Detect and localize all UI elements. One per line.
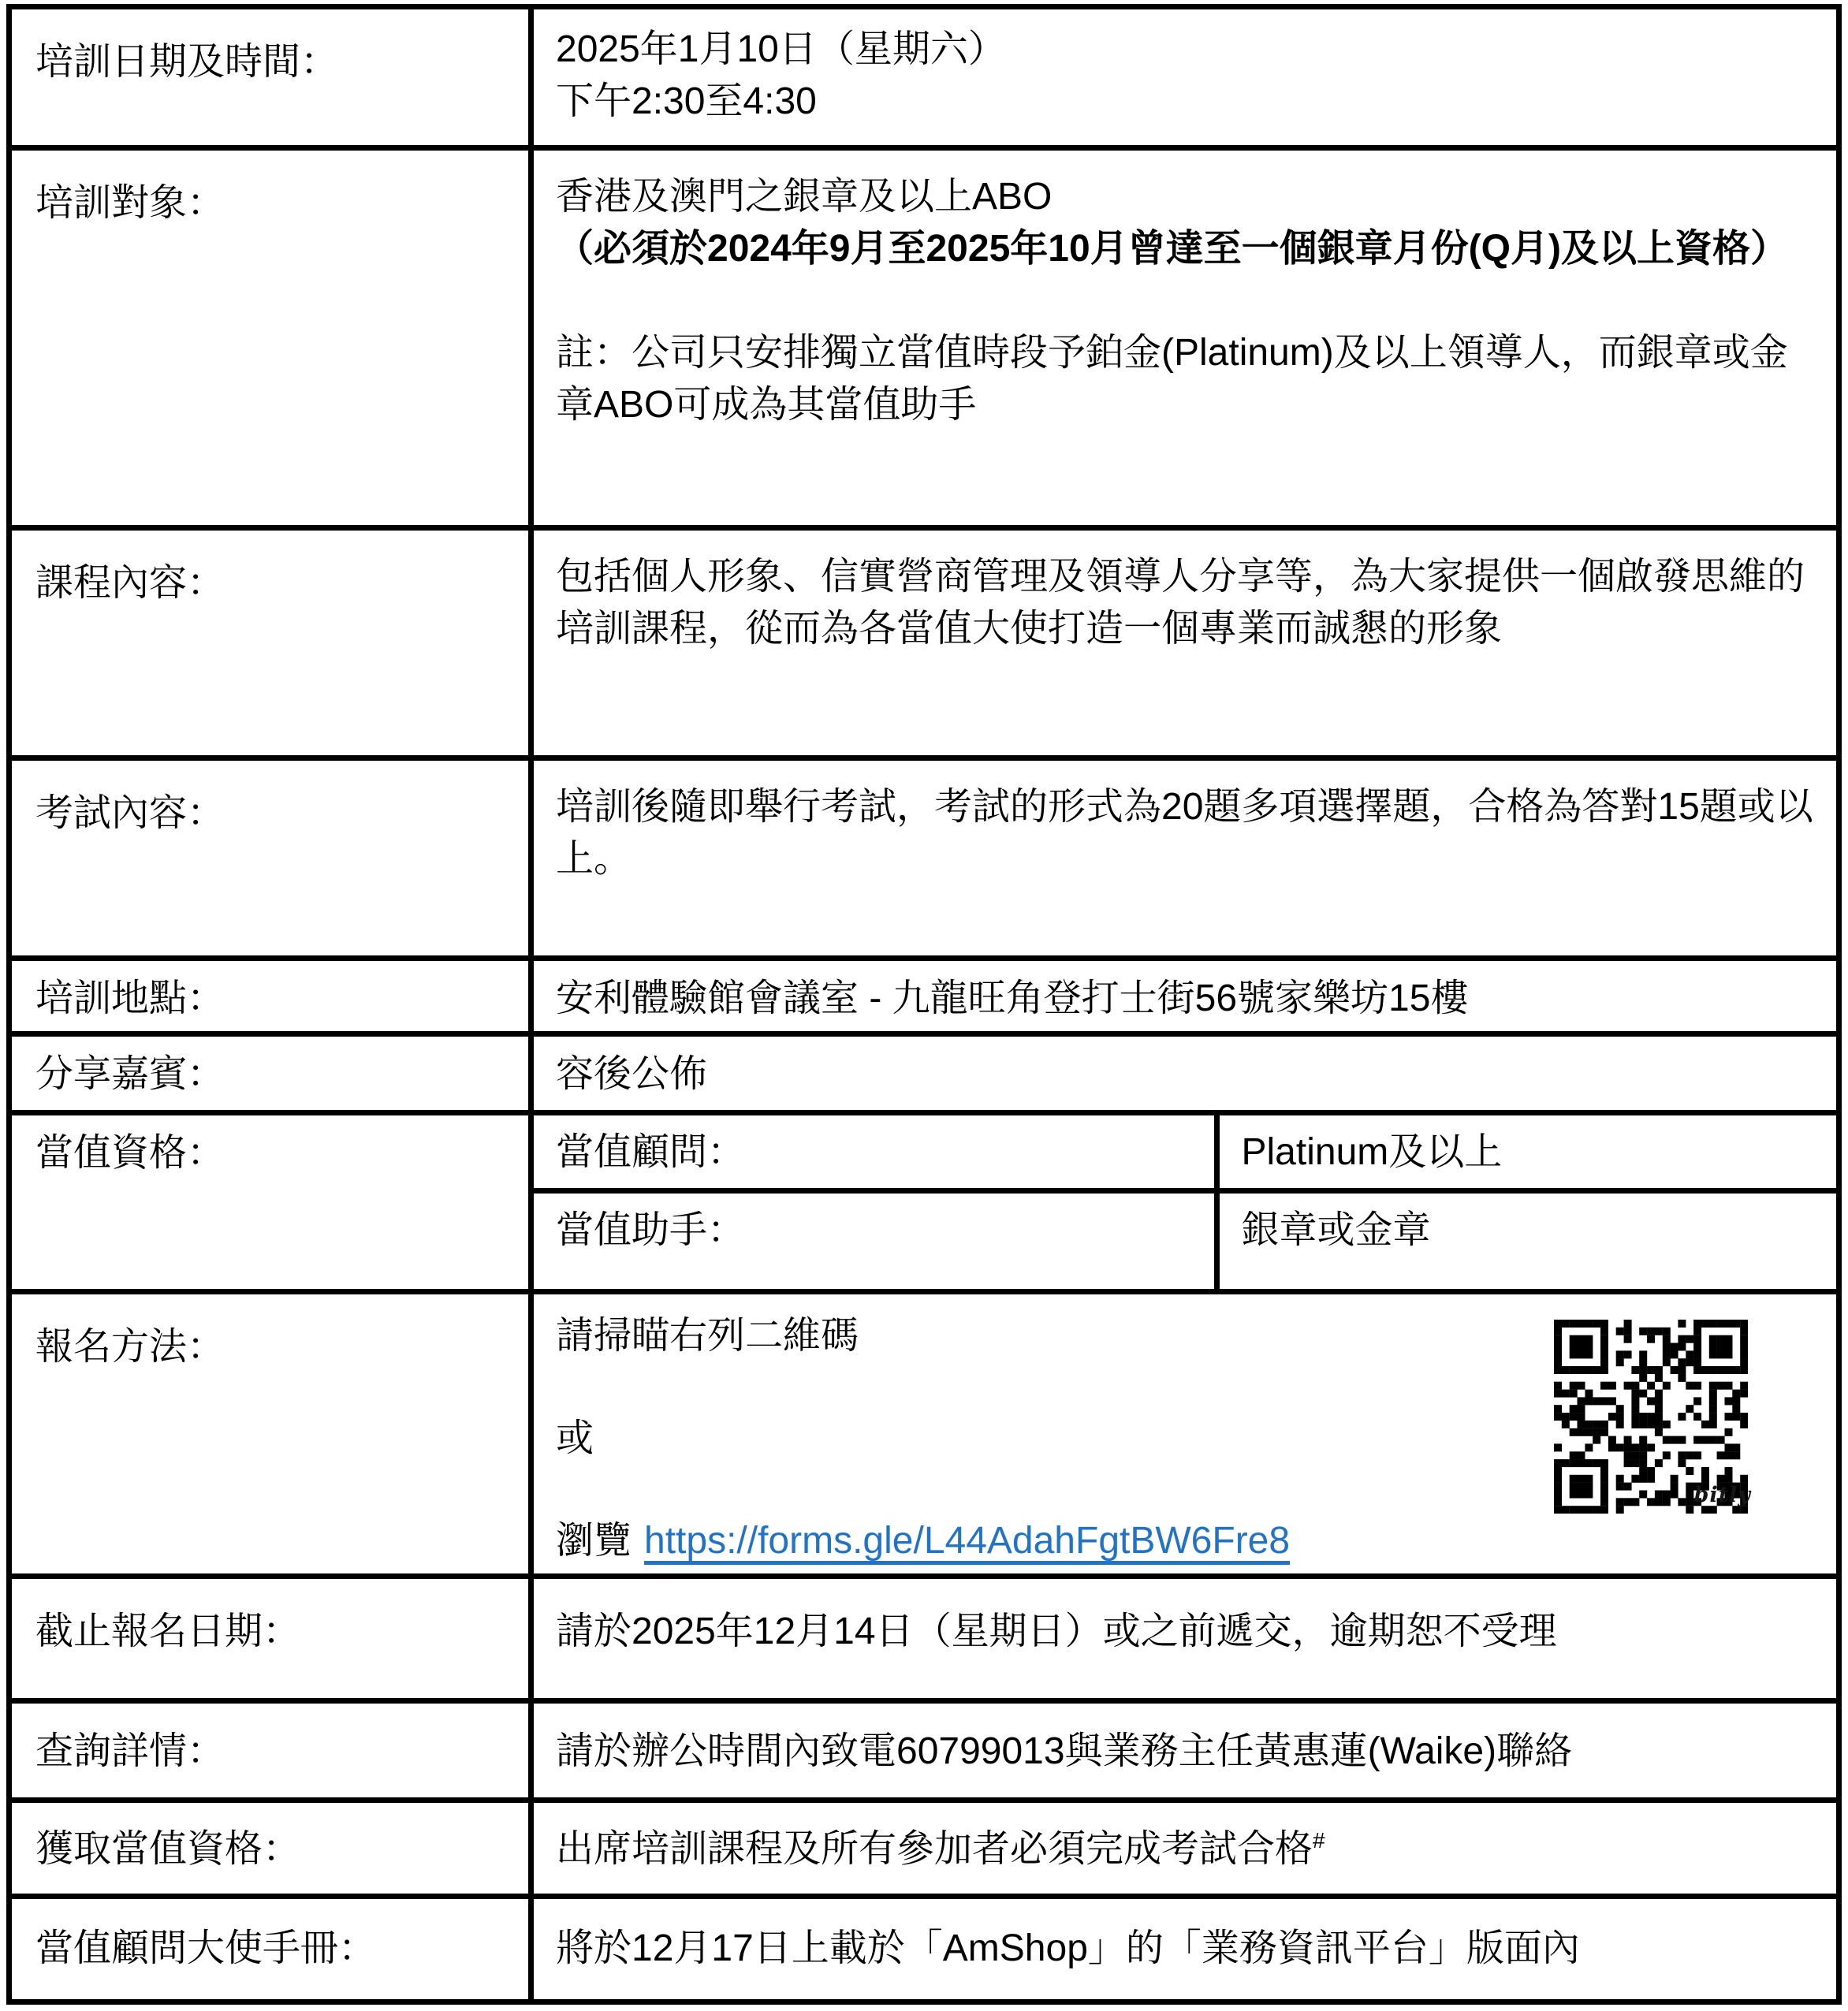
register-browse-line xyxy=(556,1515,1816,1567)
qualify-footnote-mark: # xyxy=(1313,1828,1325,1853)
schedule-time: 下午2:30至4:30 xyxy=(556,80,817,122)
row-handbook xyxy=(9,1897,1839,2002)
schedule-label: 培訓日期及時間： xyxy=(9,7,531,148)
deadline-label: 截止報名日期： xyxy=(9,1577,531,1701)
venue-label: 培訓地點： xyxy=(9,959,531,1034)
audience-line1: 香港及澳門之銀章及以上ABO xyxy=(556,176,1053,218)
duty-assistant-value: 銀章或金章 xyxy=(1216,1190,1836,1289)
row-duty xyxy=(9,1113,1839,1292)
enquiry-label: 查詢詳情： xyxy=(9,1701,531,1801)
duty-label: 當值資格： xyxy=(9,1113,531,1292)
training-notice-sheet xyxy=(6,4,1842,2005)
register-scan-hint: 請掃瞄右列二維碼 xyxy=(556,1315,859,1357)
course-text: 包括個人形象、信實營商管理及領導人分享等，為大家提供一個啟發思維的培訓課程，從而為各當值大使打造一個專業而誠懇的形象 xyxy=(531,528,1839,758)
audience-note: 註：公司只安排獨立當值時段予鉑金(Platinum)及以上領導人，而銀章或金章ABO可成為其當值助手 xyxy=(556,332,1788,426)
row-audience xyxy=(9,148,1839,528)
duty-inner-table xyxy=(534,1115,1836,1289)
row-schedule xyxy=(9,7,1839,148)
deadline-text: 請於2025年12月14日（星期日）或之前遞交，逾期恕不受理 xyxy=(531,1577,1839,1701)
training-info-table xyxy=(6,4,1842,2005)
register-browse-prefix: 瀏覽 xyxy=(556,1520,632,1562)
row-course xyxy=(9,528,1839,758)
row-register xyxy=(9,1292,1839,1577)
row-enquiry xyxy=(9,1701,1839,1801)
row-guest xyxy=(9,1034,1839,1113)
spacer xyxy=(556,275,1816,327)
registration-link[interactable]: https://forms.gle/L44AdahFgtBW6Fre8 xyxy=(644,1520,1291,1562)
qualify-label: 獲取當值資格： xyxy=(9,1801,531,1897)
row-qualify xyxy=(9,1801,1839,1897)
row-venue xyxy=(9,959,1839,1034)
duty-advisor-value: Platinum及以上 xyxy=(1216,1115,1836,1190)
audience-label: 培訓對象： xyxy=(9,148,531,528)
register-or: 或 xyxy=(556,1417,594,1459)
handbook-label: 當值顧問大使手冊： xyxy=(9,1897,531,2002)
row-deadline xyxy=(9,1577,1839,1701)
duty-advisor-label: 當值顧問： xyxy=(534,1115,1216,1190)
row-exam xyxy=(9,758,1839,959)
schedule-date: 2025年1月10日（星期六） xyxy=(556,28,1006,70)
exam-label: 考試內容： xyxy=(9,758,531,959)
course-label: 課程內容： xyxy=(9,528,531,758)
qualify-text: 出席培訓課程及所有參加者必須完成考試合格# xyxy=(531,1801,1839,1897)
duty-assistant-label: 當值助手： xyxy=(534,1190,1216,1289)
guest-text: 容後公佈 xyxy=(531,1034,1839,1113)
audience-requirement: （必須於2024年9月至2025年10月曾達至一個銀章月份(Q月)及以上資格） xyxy=(556,228,1788,270)
handbook-text: 將於12月17日上載於「AmShop」的「業務資訊平台」版面內 xyxy=(531,1897,1839,2002)
qr-code xyxy=(1554,1320,1751,1514)
venue-text: 安利體驗館會議室 - 九龍旺角登打士街56號家樂坊15樓 xyxy=(531,959,1839,1034)
duty-assistant-row xyxy=(534,1190,1836,1289)
exam-text: 培訓後隨即舉行考試，考試的形式為20題多項選擇題，合格為答對15題或以上。 xyxy=(531,758,1839,959)
register-label: 報名方法： xyxy=(9,1292,531,1577)
duty-advisor-row xyxy=(534,1115,1836,1190)
enquiry-text: 請於辦公時間內致電60799013與業務主任黃惠蓮(Waike)聯絡 xyxy=(531,1701,1839,1801)
guest-label: 分享嘉賓： xyxy=(9,1034,531,1113)
bitly-logo: bitly xyxy=(1693,1483,1751,1507)
